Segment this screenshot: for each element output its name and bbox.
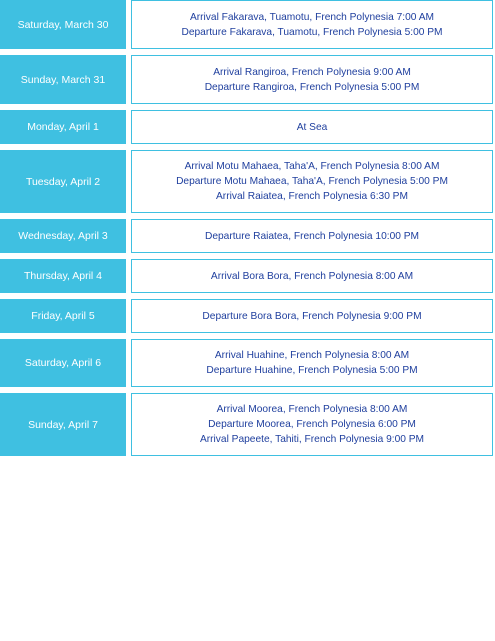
- port-call-line: At Sea: [296, 121, 328, 133]
- detail-cell: [131, 55, 493, 104]
- day-cell: Wednesday, April 3: [0, 219, 126, 253]
- detail-cell: [131, 0, 493, 49]
- itinerary-row: [0, 0, 495, 49]
- itinerary-row: [0, 150, 495, 213]
- detail-cell: [131, 339, 493, 387]
- detail-cell: [131, 219, 493, 253]
- port-call-line: Departure Moorea, French Polynesia 6:00 PM: [208, 419, 416, 430]
- day-cell: Sunday, March 31: [0, 55, 126, 104]
- itinerary-row: [0, 219, 495, 253]
- port-call-line: Arrival Fakarava, Tuamotu, French Polynesia 7:00 AM: [189, 11, 435, 23]
- port-call-line: Arrival Papeete, Tahiti, French Polynesia 9:00 PM: [199, 434, 425, 445]
- itinerary-row: [0, 339, 495, 387]
- port-call-line: Departure Bora Bora, French Polynesia 9:00 PM: [202, 310, 422, 322]
- port-call-line: Arrival Huahine, French Polynesia 8:00 AM: [214, 350, 410, 361]
- port-call-line: Departure Fakarava, Tuamotu, French Polynesia 5:00 PM: [181, 26, 443, 38]
- itinerary-row: [0, 299, 495, 333]
- itinerary-row: [0, 259, 495, 293]
- day-cell: Sunday, April 7: [0, 393, 126, 456]
- port-call-line: Arrival Bora Bora, French Polynesia 8:00 AM: [210, 270, 414, 282]
- day-cell: Saturday, April 6: [0, 339, 126, 387]
- port-call-line: Arrival Motu Mahaea, Taha'A, French Polynesia 8:00 AM: [184, 161, 440, 172]
- day-cell: Thursday, April 4: [0, 259, 126, 293]
- day-cell: Friday, April 5: [0, 299, 126, 333]
- detail-cell: [131, 150, 493, 213]
- day-cell: Monday, April 1: [0, 110, 126, 144]
- detail-cell: [131, 259, 493, 293]
- itinerary-row: [0, 55, 495, 104]
- port-call-line: Departure Huahine, French Polynesia 5:00 PM: [206, 365, 418, 376]
- itinerary-row: [0, 393, 495, 456]
- port-call-line: Arrival Rangiroa, French Polynesia 9:00 AM: [213, 66, 411, 78]
- detail-cell: [131, 393, 493, 456]
- port-call-line: Arrival Raiatea, French Polynesia 6:30 PM: [216, 191, 408, 202]
- port-call-line: Departure Motu Mahaea, Taha'A, French Polynesia 5:00 PM: [176, 176, 448, 187]
- detail-cell: [131, 299, 493, 333]
- detail-cell: [131, 110, 493, 144]
- day-cell: Tuesday, April 2: [0, 150, 126, 213]
- port-call-line: Departure Raiatea, French Polynesia 10:00 PM: [204, 230, 420, 242]
- port-call-line: Departure Rangiroa, French Polynesia 5:00 PM: [204, 81, 420, 93]
- day-cell: Saturday, March 30: [0, 0, 126, 49]
- itinerary-row: [0, 110, 495, 144]
- port-call-line: Arrival Moorea, French Polynesia 8:00 AM: [216, 404, 408, 415]
